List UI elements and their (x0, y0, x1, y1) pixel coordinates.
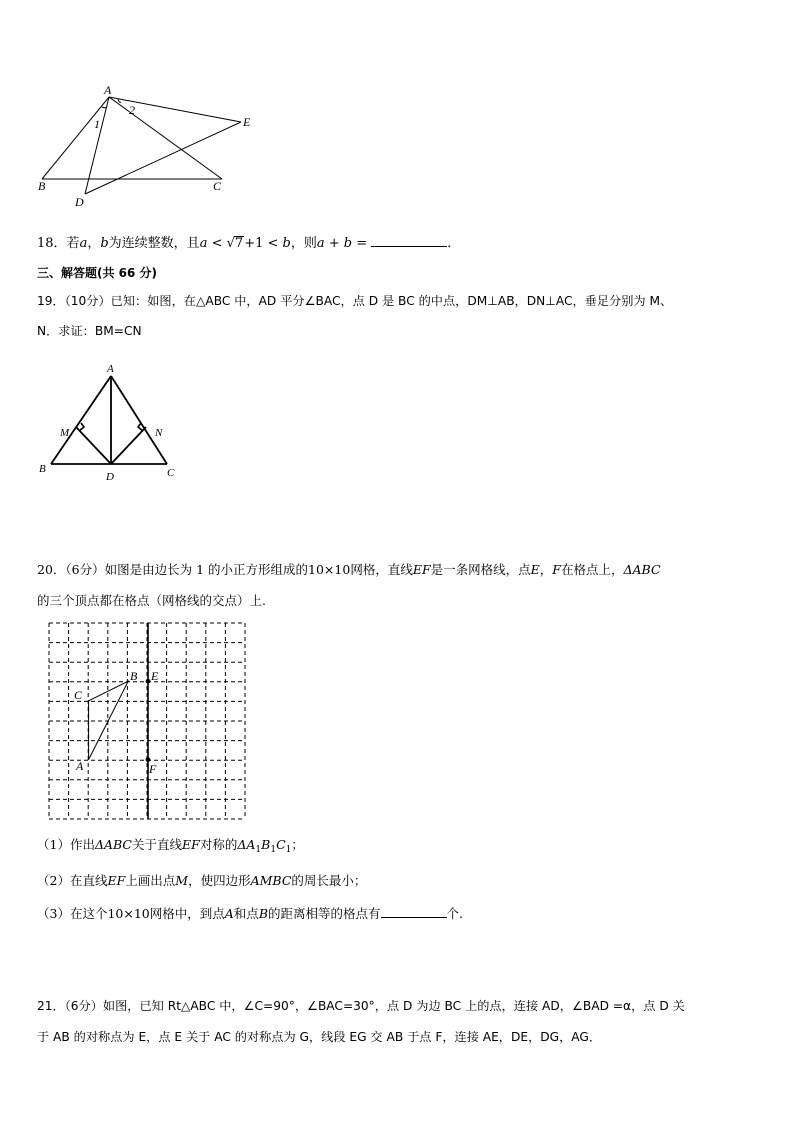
triangle-b1: B (261, 837, 271, 852)
question-20-line-2: 的三个顶点都在格点（网格线的交点）上. (37, 593, 266, 608)
sqrt-symbol: √ (226, 236, 235, 251)
quad-ambc: AMBC (250, 873, 292, 888)
segment-ac (109, 97, 222, 179)
q20-text-d: 在格点上， (560, 562, 624, 577)
triangle-abc: ΔABC (94, 837, 132, 852)
question-21-line-1: 21．（6分）如图，已知 Rt△ABC 中，∠C=90°，∠BAC=30°，点 D 为边 BC 上的点，连接 AD，∠BAD =α，点 D 关 (37, 999, 685, 1013)
label-c: C (74, 688, 83, 702)
triangle-abc: ΔABC (623, 562, 661, 577)
label-angle-2: 2 (129, 103, 135, 117)
label-b: B (38, 179, 46, 193)
point-b: B (258, 906, 268, 921)
q20-3-text-a: （3）在这个 (37, 906, 108, 921)
label-f: F (149, 762, 157, 776)
subscript-1: 1 (255, 845, 262, 855)
label-d: D (106, 471, 114, 483)
question-19-line-1: 19．（10分）已知：如图，在△ABC 中，AD 平分∠BAC，点 D 是 BC 的中点，DM⊥AB，DN⊥AC，垂足分别为 M、 (37, 294, 673, 308)
triangle-abc (89, 681, 129, 759)
q20-1-text-b: 关于直线 (132, 837, 183, 852)
segment-ab (51, 376, 111, 464)
subscript-1: 1 (285, 845, 292, 855)
q20-3-end: 个. (446, 906, 463, 921)
q20-text-a: 20．（6分）如图是由边长为 1 的小正方形组成的 (37, 562, 309, 577)
segment-dn (111, 427, 146, 464)
sum-expr: a + b (316, 236, 353, 251)
label-c: C (213, 179, 222, 193)
label-angle-1: 1 (94, 117, 100, 131)
var-b: b (100, 236, 109, 251)
q20-1-text-a: （1）作出 (37, 837, 95, 852)
grid-size: 10×10 (107, 906, 150, 921)
label-b: B (39, 463, 46, 475)
q20-2-text-c: ，使四边形 (188, 873, 251, 888)
question-20-line-1 (37, 561, 661, 579)
point-e: E (530, 562, 540, 577)
question-18 (37, 233, 460, 253)
q20-comma: ， (539, 562, 553, 577)
question-20-part-2 (37, 872, 366, 890)
q20-3-text-d: 的距离相等的格点有 (268, 906, 381, 921)
line-ef: EF (412, 562, 431, 577)
q18-comma: ， (87, 236, 101, 251)
q20-3-text-b: 网格中，到点 (149, 906, 225, 921)
line-ef: EF (107, 873, 126, 888)
q20-grid-figure (40, 615, 255, 825)
label-m: M (60, 427, 70, 439)
segment-ac (111, 376, 167, 464)
q20-2-text-b: 上画出点 (125, 873, 176, 888)
section-3-heading: 三、解答题(共 66 分) (37, 266, 158, 280)
label-e: E (151, 669, 159, 683)
grid-lines (49, 623, 245, 819)
q20-2-text-a: （2）在直线 (37, 873, 108, 888)
question-21-line-2: 于 AB 的对称点为 E，点 E 关于 AC 的对称点为 G，线段 EG 交 AB 于点 F，连接 AE，DE，DG，AG． (37, 1030, 602, 1044)
q18-then: ，则 (290, 236, 317, 251)
radicand: 7 (234, 236, 244, 251)
q19-figure (32, 360, 192, 485)
q20-2-end: 的周长最小； (291, 873, 367, 888)
question-20-part-3 (37, 904, 463, 923)
line-ef: EF (182, 837, 200, 852)
point-m: M (175, 873, 189, 888)
ineq-b: b (282, 236, 291, 251)
ineq-plus: +1 < (244, 236, 283, 251)
ineq-a: a (199, 236, 208, 251)
label-a: A (107, 363, 114, 375)
answer-blank[interactable] (381, 904, 447, 918)
label-a: A (104, 83, 112, 97)
segment-dm (76, 427, 111, 464)
question-20-part-1 (37, 836, 304, 859)
label-b: B (130, 669, 138, 683)
right-angle-m (79, 423, 84, 431)
answer-blank[interactable] (371, 233, 447, 247)
label-c: C (167, 467, 175, 479)
q18-end: ． (447, 236, 461, 251)
point-f: F (552, 562, 561, 577)
q20-1-end: ； (291, 837, 304, 852)
label-n: N (155, 427, 163, 439)
subscript-1: 1 (270, 845, 277, 855)
var-a: a (79, 236, 88, 251)
q18-text-2: 为连续整数，且 (108, 236, 200, 251)
q20-1-text-c: 对称的 (199, 837, 238, 852)
label-a: A (76, 759, 84, 773)
label-e: E (243, 115, 251, 129)
point-e-dot (146, 679, 151, 684)
q20-text-c: 是一条网格线，点 (430, 562, 531, 577)
q17-figure (30, 80, 270, 210)
point-a: A (224, 906, 234, 921)
triangle-a1: ΔA (237, 837, 256, 852)
q20-3-text-c: 和点 (233, 906, 259, 921)
q18-number: 18． (37, 236, 67, 251)
q20-text-b: 网格，直线 (350, 562, 413, 577)
ineq-lt: < (207, 236, 227, 251)
label-d: D (75, 195, 84, 209)
eq-sign: = (352, 236, 372, 251)
triangle-c1: C (276, 837, 286, 852)
q18-text: 若 (66, 236, 80, 251)
grid-size: 10×10 (308, 562, 351, 577)
question-19-line-2: N．求证：BM=CN (37, 324, 142, 338)
